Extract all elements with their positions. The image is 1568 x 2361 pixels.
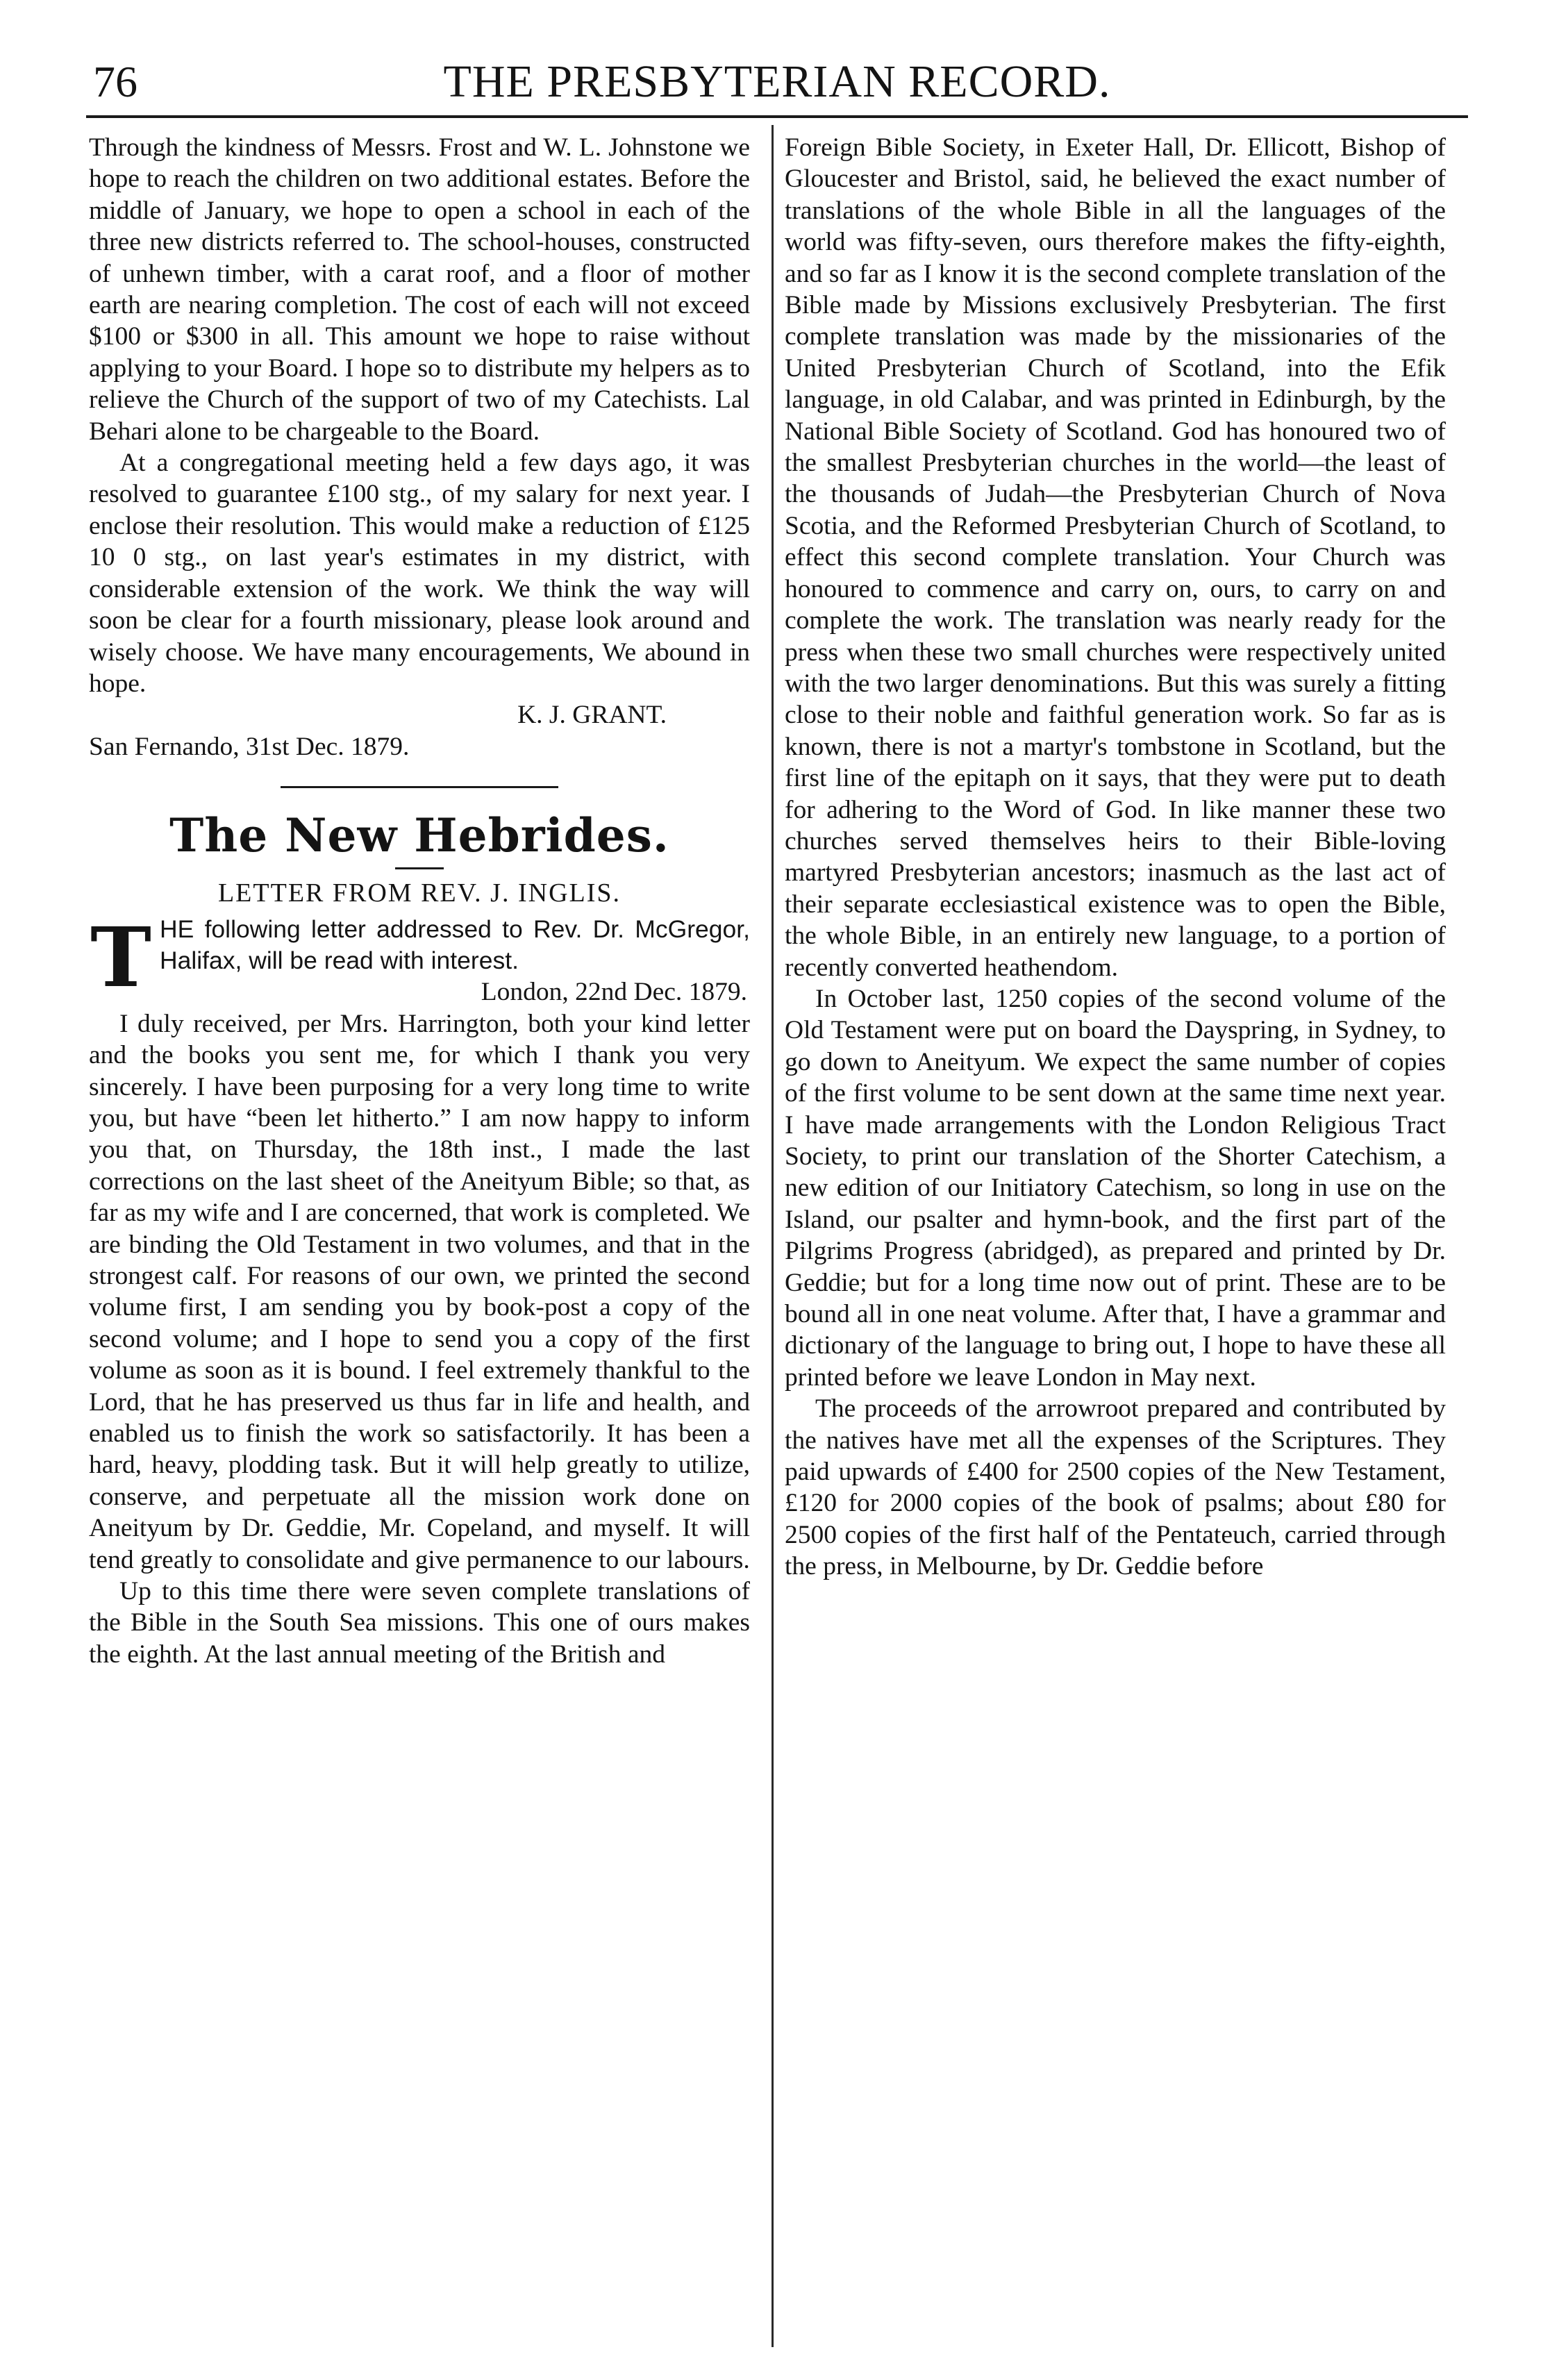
dateline: San Fernando, 31st Dec. 1879. <box>89 732 410 761</box>
article-paragraph: At a congregational meeting held a few days ago, it was resolved to guarantee £100 stg., of my salary for next year. I enclose their resolution. This would make a reduction of £125 10 0 stg., on last year's estimates in my district, with considerable extension of the work. We think the way will soon be clear for a fourth missionary, please look around and wisely choose. We have many encouragements, We abound in hope. <box>89 449 750 698</box>
title-underline <box>395 867 444 869</box>
article-paragraph: In October last, 1250 copies of the second volume of the Old Testament were put on board the Dayspring, in Sydney, to go down to Aneityum. We expect the same number of copies of the first volume to be sent down at the same time next year. I have made arrangements with the London Religious Tract Society, to print our translation of the Shorter Catechism, a new edition of our Initiatory Catechism, so long in use on the Island, our psalter and hymn-book, and the first part of the Pilgrims Progress (abridged), as prepared and printed by Dr. Geddie; but for a long time now out of print. These are to be bound all in one neat volume. After that, I have a grammar and dictionary of the language to bring out, I hope to have these all printed before we leave London in May next. <box>785 984 1446 1392</box>
column-divider <box>772 125 774 2347</box>
intro-text: HE following letter addressed to Rev. Dr. McGregor, Halifax, will be read with interest. <box>160 915 750 974</box>
left-column <box>89 132 750 1670</box>
letter-heading: LETTER FROM REV. J. INGLIS. <box>217 878 622 908</box>
signature: K. J. GRANT. <box>517 701 667 730</box>
article-paragraph: The proceeds of the arrowroot prepared and contributed by the natives have met all the expenses of the Scriptures. They paid upwards of £400 for 2500 copies of the New Testament, £120 for 2000 copies of the book of psalms; about £80 for 2500 copies of the first half of the Pentateuch, carried through the press, in Melbourne, by Dr. Geddie before <box>785 1394 1446 1581</box>
masthead-title: THE PRESBYTERIAN RECORD. <box>443 56 1111 107</box>
right-column <box>785 132 1446 1583</box>
section-title: The New Hebrides. <box>169 808 669 863</box>
page-header <box>86 49 1468 115</box>
page-number: 76 <box>93 57 137 106</box>
article-paragraph: Foreign Bible Society, in Exeter Hall, Dr. Ellicott, Bishop of Gloucester and Bristol, said, he believed the exact number of translations of the whole Bible in all the languages of the world was fifty-seven, ours therefore makes the fifty-eighth, and so far as I know it is the second complete translation of the Bible made by Missions exclusively Presbyterian. The first complete translation was made by the missionaries of the United Presbyterian Church of Scotland, into the Efik language, in old Calabar, and was printed in Edinburgh, by the National Bible Society of Scotland. God has honoured two of the smallest Presbyterian churches in the world—the least of the thousands of Judah—the Presbyterian Church of Nova Scotia, and the Reformed Presbyterian Church of Scotland, to effect this second complete translation. Your Church was honoured to commence and carry on, ours, to carry on and complete the work. The translation was nearly ready for the press when these two small churches were respectively united with the two larger denominations. But this was surely a fitting close to their noble and faithful generation work. So far as is known, there is not a martyr's tombstone in Scotland, but the first line of the epitaph on it says, that they were put to death for adhering to the Word of God. In like manner these two churches served themselves heirs to their Bible-loving martyred Presbyterian ancestors; inasmuch as the last act of their separate ecclesiastical existence was to open the Bible, the whole Bible, in an entirely new language, to a portion of recently converted heathendom. <box>785 133 1446 982</box>
letter-date: London, 22nd Dec. 1879. <box>481 978 747 1007</box>
drop-cap-letter: T <box>90 908 151 1006</box>
article-paragraph: I duly received, per Mrs. Harrington, both your kind letter and the books you sent me, for which I thank you very sincerely. I have been purposing for a very long time to write you, but have “been let hitherto.” I am now happy to inform you that, on Thursday, the 18th inst., I made the last corrections on the last sheet of the Aneityum Bible; so that, as far as my wife and I are concerned, that work is completed. We are binding the Old Testament in two volumes, and that in the strongest calf. For reasons of our own, we printed the second volume first, I am sending you by book-post a copy of the second volume; and I hope to send you a copy of the first volume as soon as it is bound. I feel extremely thankful to the Lord, that he has preserved us thus far in life and health, and enabled us to finish the work so satisfactorily. It has been a hard, heavy, plodding task. But it will help greatly to utilize, conserve, and perpetuate all the mission work done on Aneityum by Dr. Geddie, Mr. Copeland, and myself. It will tend greatly to consolidate and give permanence to our labours. <box>89 1009 750 1574</box>
article-paragraph: Up to this time there were seven complete translations of the Bible in the South Sea missions. This one of ours makes the eighth. At the last annual meeting of the British and <box>89 1577 750 1669</box>
article-paragraph: Through the kindness of Messrs. Frost and W. L. Johnstone we hope to reach the children on two additional estates. Before the middle of January, we hope to open a school in each of the three new districts referred to. The school-houses, constructed of unhewn timber, with a carat roof, and a floor of mother earth are nearing completion. The cost of each will not exceed $100 or $300 in all. This amount we hope to raise without applying to your Board. I hope so to distribute my helpers as to relieve the Church of the support of two of my Catechists. Lal Behari alone to be chargeable to the Board. <box>89 133 750 446</box>
section-divider <box>281 786 558 788</box>
header-rule <box>86 115 1468 118</box>
